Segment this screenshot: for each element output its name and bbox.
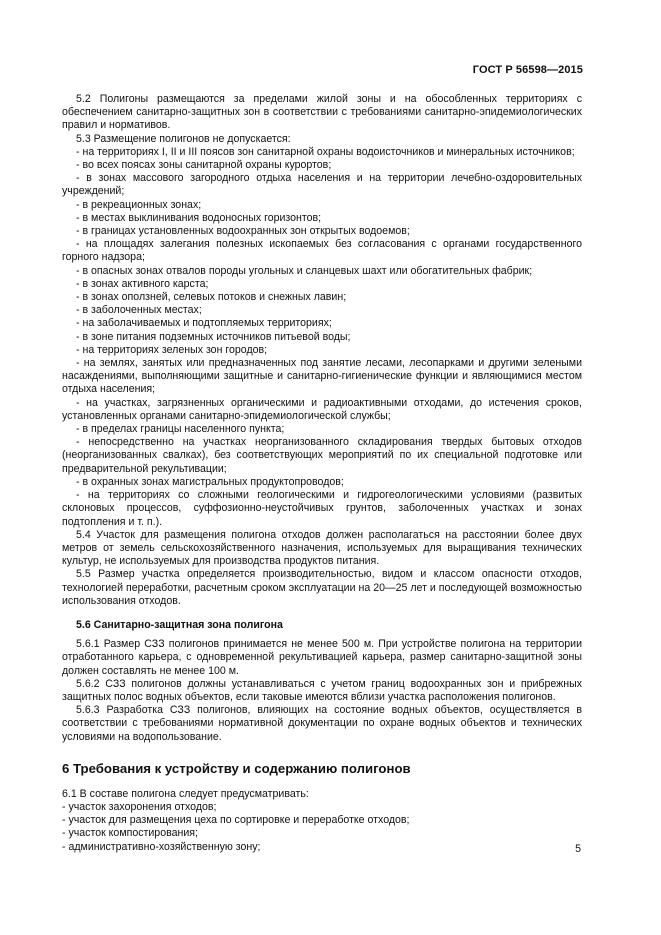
- paragraph: - в границах установленных водоохранных зон открытых водоемов;: [76, 225, 410, 238]
- paragraph: 5.6.2 СЗЗ полигонов должны устанавливаться с учетом границ водоохранных зон и прибрежных защитных полос водных объектов, если таковые имеются вблизи участка расположения полигонов.: [62, 677, 582, 703]
- paragraph: - в заболоченных местах;: [76, 304, 202, 317]
- paragraph: - на землях, занятых или предназначенных под занятие лесами, лесопарками и другими зелеными насаждениями, выполняющими защитные и санитарно-гигиенические функции и являющимися местом отдыха населения;: [62, 357, 582, 396]
- document-body: [62, 93, 582, 854]
- paragraph: - в опасных зонах отвалов породы угольных и сланцевых шахт или обогатительных фабрик;: [76, 264, 533, 277]
- paragraph: - во всех поясах зоны санитарной охраны курортов;: [76, 159, 332, 172]
- paragraph: - в зонах массового загородного отдыха населения и на территории лечебно-оздоровительных учреждений;: [62, 172, 582, 198]
- paragraph: - непосредственно на участках неорганизованного складирования твердых бытовых отходов (неорганизованных свалках), без соответствующих мероприятий по их специальной подготовке или предварительной рекультивации;: [62, 436, 582, 475]
- subsection-title: 5.6 Санитарно-защитная зона полигона: [76, 618, 283, 631]
- paragraph: - на территориях зеленых зон городов;: [76, 343, 268, 356]
- page-number: 5: [575, 843, 581, 855]
- paragraph: - в зонах оползней, селевых потоков и снежных лавин;: [76, 291, 347, 304]
- document-standard-id: ГОСТ Р 56598—2015: [472, 64, 583, 76]
- paragraph: 6.1 В составе полигона следует предусматривать:: [62, 787, 309, 800]
- paragraph: - участок захоронения отходов;: [62, 800, 217, 813]
- paragraph: - в рекреационных зонах;: [76, 198, 202, 211]
- paragraph: 5.6.1 Размер СЗЗ полигонов принимается не менее 500 м. При устройстве полигона на территории отработанного карьера, с одновременной рекультивацией карьера, размер санитарно-защитной зоны должен составлять не менее 100 м.: [62, 638, 582, 677]
- section-5-paragraphs: [62, 93, 582, 608]
- paragraph: - в зонах активного карста;: [76, 277, 209, 290]
- paragraph: - в местах выклинивания водоносных горизонтов;: [76, 211, 322, 224]
- paragraph: - в зоне питания подземных источников питьевой воды;: [76, 330, 351, 343]
- paragraph: - на территориях I, II и III поясов зон санитарной охраны водоисточников и минеральных источников;: [76, 145, 575, 158]
- paragraph: 5.3 Размещение полигонов не допускается:: [76, 132, 291, 145]
- paragraph: - участок для размещения цеха по сортировке и переработке отходов;: [62, 814, 410, 827]
- paragraph: - на участках, загрязненных органическими и радиоактивными отходами, до истечения сроков, установленных органами санитарно-эпидемиологической службы;: [62, 396, 582, 422]
- paragraph: - на заболачиваемых и подтопляемых территориях;: [76, 317, 332, 330]
- paragraph: 5.6.3 Разработка СЗЗ полигонов, влияющих на состояние водных объектов, осуществляется в соответствии с требованиями нормативной документации по охране водных объектов и технических условиями на водопользование.: [62, 704, 582, 743]
- paragraph: 5.5 Размер участка определяется производительностью, видом и классом опасности отходов, технологией переработки, расчетным сроком эксплуатации на 20—25 лет и последующей возможностью использования отходов.: [62, 568, 582, 607]
- section-6-paragraphs: [62, 788, 582, 854]
- paragraph: 5.4 Участок для размещения полигона отходов должен располагаться на расстоянии более двух метров от земель сельскохозяйственного назначения, используемых для выращивания технических культур, не используемых для производства продуктов питания.: [62, 528, 582, 568]
- paragraph: - в охранных зонах магистральных продуктопроводов;: [76, 475, 344, 488]
- paragraph: - участок компостирования;: [62, 827, 198, 840]
- paragraph: - административно-хозяйственную зону;: [62, 840, 261, 853]
- section-title: 6 Требования к устройству и содержанию полигонов: [62, 760, 411, 776]
- paragraph: - на территориях со сложными геологическими и гидрогеологическими условиями (развитых склоновых процессов, суффозионно-неустойчивых грунтов, заболоченных участках и зонах подтопления и т. п.).: [62, 489, 582, 528]
- section-5-6-paragraphs: [62, 638, 582, 744]
- paragraph: - в пределах границы населенного пункта;: [76, 423, 285, 436]
- paragraph: - на площадях залегания полезных ископаемых без согласования с органами государственного горного надзора;: [62, 238, 582, 264]
- paragraph: 5.2 Полигоны размещаются за пределами жилой зоны и на обособленных территориях с обеспечением санитарно-защитных зон в соответствии с требованиями санитарно-эпидемиологических правил и нормативов.: [62, 93, 582, 132]
